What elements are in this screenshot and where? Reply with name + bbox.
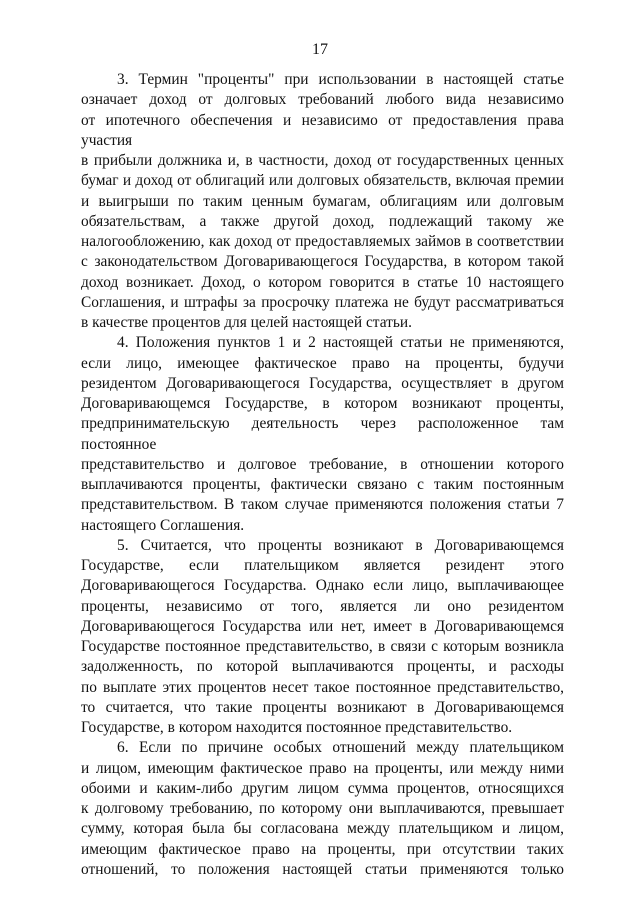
- text-line: в качестве процентов для целей настоящей статьи.: [81, 314, 412, 331]
- text-line: резидентом Договаривающегося Государства, осуществляет в другом: [81, 374, 564, 392]
- text-line: то считается, что такие проценты возникают в Договаривающемся: [81, 698, 564, 716]
- text-line: проценты, независимо от того, является ли оно резидентом: [81, 597, 564, 615]
- text-line: сумму, которая была бы согласована между плательщиком и лицом,: [81, 820, 564, 838]
- paragraph-5: [81, 536, 564, 739]
- text-line: Государстве, если плательщиком является резидент этого: [81, 557, 564, 574]
- text-line: предпринимательскую деятельность через расположенное там постоянное: [81, 415, 564, 453]
- text-line: в прибыли должника и, в частности, доход от государственных ценных: [81, 152, 564, 169]
- text-line: Договаривающегося Государства. Однако если лицо, выплачивающее: [81, 577, 564, 595]
- text-line: Договаривающемся Государстве, в котором возникают проценты,: [81, 395, 564, 412]
- text-line: налогообложению, как доход от предоставляемых займов в соответствии: [81, 233, 564, 250]
- paragraph-6: [81, 738, 564, 880]
- document-body: [81, 70, 564, 880]
- paragraph-4: [81, 333, 564, 536]
- text-line: представительство и долговое требование, в отношении которого: [81, 455, 564, 473]
- text-line: Договаривающегося Государства или нет, имеет в Договаривающемся: [81, 617, 564, 635]
- text-line: с законодательством Договаривающегося Государства, в котором такой: [81, 253, 564, 271]
- text-line: Государстве постоянное представительство, в связи с которым возникла: [81, 638, 564, 655]
- text-line: обоими и каким-либо другим лицом сумма процентов, относящихся: [81, 779, 564, 797]
- text-line: 3. Термин "проценты" при использовании в настоящей статье: [117, 71, 564, 88]
- text-line: отношений, то положения настоящей статьи применяются только: [81, 860, 564, 878]
- text-line: бумаг и доход от облигаций или долговых обязательств, включая премии: [81, 172, 564, 190]
- text-line: 5. Считается, что проценты возникают в Договаривающемся: [117, 536, 564, 554]
- text-line: имеющим фактическое право на проценты, при отсутствии таких: [81, 840, 564, 858]
- text-line: 4. Положения пунктов 1 и 2 настоящей статьи не применяются,: [117, 334, 564, 352]
- text-line: выплачиваются проценты, фактически связано с таким постоянным: [81, 476, 564, 493]
- text-line: представительством. В таком случае применяются положения статьи 7: [81, 496, 564, 514]
- text-line: и лицом, имеющим фактическое право на проценты, или между ними: [81, 759, 564, 777]
- text-line: Государстве, в котором находится постоянное представительство.: [81, 719, 513, 736]
- text-line: означает доход от долговых требований любого вида независимо: [81, 91, 564, 109]
- text-line: к долговому требованию, по которому они выплачиваются, превышает: [81, 800, 564, 817]
- paragraph-3: [81, 70, 564, 333]
- text-line: обязательствам, а также другой доход, подлежащий такому же: [81, 212, 564, 230]
- text-line: задолженность, по которой выплачиваются проценты, и расходы: [81, 658, 564, 676]
- text-line: настоящего Соглашения.: [81, 516, 245, 534]
- text-line: доход возникает. Доход, о котором говорится в статье 10 настоящего: [81, 273, 564, 291]
- text-line: от ипотечного обеспечения и независимо от предоставления права участия: [81, 111, 564, 149]
- text-line: 6. Если по причине особых отношений между плательщиком: [117, 739, 564, 757]
- page-number: 17: [312, 41, 328, 58]
- text-line: по выплате этих процентов несет такое постоянное представительство,: [81, 678, 564, 696]
- text-line: Соглашения, и штрафы за просрочку платежа не будут рассматриваться: [81, 293, 564, 311]
- text-line: если лицо, имеющее фактическое право на проценты, будучи: [81, 354, 564, 372]
- text-line: и выигрыши по таким ценным бумагам, облигациям или долговым: [81, 192, 564, 210]
